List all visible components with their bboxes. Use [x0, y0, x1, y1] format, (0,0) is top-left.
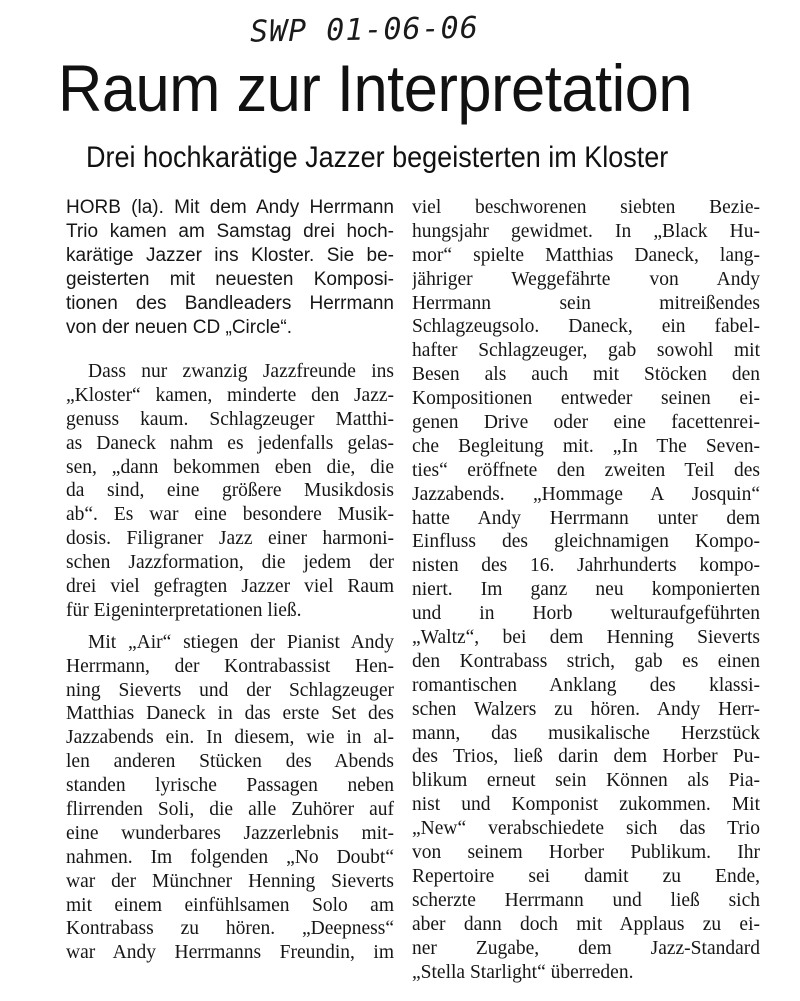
text-line: ties“ eröffnete den zweiten Teil des	[412, 459, 760, 481]
text-line: war der Münchner Henning Sieverts	[66, 870, 394, 892]
text-line: aber dann doch mit Applaus zu ei-	[412, 913, 760, 935]
body-paragraph-2	[66, 631, 394, 965]
text-line: geisterten mit neuesten Komposi-	[66, 269, 394, 290]
text-line: sen, „dann bekommen eben die, die	[66, 456, 394, 478]
text-line: Repertoire sei damit zu Ende,	[412, 865, 760, 887]
text-line: Kontrabass zu hören. „Deepness“	[66, 918, 394, 940]
text-line: drei viel gefragten Jazzer viel Raum	[66, 576, 394, 598]
text-line: che Begleitung mit. „In The Seven-	[412, 435, 760, 457]
text-line: schen Jazzformation, die jedem der	[66, 552, 394, 574]
text-line: den Kontrabass strich, gab es einen	[412, 650, 760, 672]
text-line: romantischen Anklang des klassi-	[412, 674, 760, 696]
text-line: scherzte Herrmann und ließ sich	[412, 889, 760, 911]
text-line: war Andy Herrmanns Freundin, im	[66, 942, 394, 964]
handwritten-date-annotation: SWP 01-06-06	[249, 10, 480, 50]
text-line: Einfluss des gleichnamigen Kompo-	[412, 531, 760, 553]
text-line: und in Horb welturaufgeführten	[412, 603, 760, 625]
text-line: mit einem einfühlsamen Solo am	[66, 894, 394, 916]
text-line: Kompositionen entweder seinen ei-	[412, 388, 760, 410]
text-line: des Trios, ließ darin dem Horber Pu-	[412, 746, 760, 768]
text-line: dosis. Filigraner Jazz einer harmoni-	[66, 528, 394, 550]
text-line: „Stella Starlight“ überreden.	[412, 961, 634, 983]
text-line: nisten des 16. Jahrhunderts kompo-	[412, 555, 760, 577]
text-line: flirrenden Soli, die alle Zuhörer auf	[66, 799, 394, 821]
text-line: „New“ verabschiedete sich das Trio	[412, 818, 760, 840]
text-line: von der neuen CD „Circle“.	[66, 317, 292, 338]
text-line: „Kloster“ kamen, minderte den Jazz-	[66, 384, 394, 406]
text-line: Schlagzeugsolo. Daneck, ein fabel-	[412, 316, 760, 338]
text-line: hungsjahr gewidmet. In „Black Hu-	[412, 220, 760, 242]
text-line: Dass nur zwanzig Jazzfreunde ins	[88, 361, 394, 382]
article-column-left	[66, 196, 394, 965]
lead-paragraph	[66, 196, 394, 340]
text-line: Herrmann sein mitreißendes	[412, 292, 760, 314]
text-line: nist und Komponist zukommen. Mit	[412, 794, 760, 816]
text-line: jähriger Weggefährte von Andy	[412, 268, 760, 290]
text-line: eine wunderbares Jazzerlebnis mit-	[66, 822, 394, 844]
text-line: Herrmann, der Kontrabassist Hen-	[66, 655, 394, 677]
text-line: ning Sieverts und der Schlagzeuger	[66, 679, 394, 701]
text-line: genen Drive oder eine facettenrei-	[412, 412, 760, 434]
text-line: Jazzabends. „Hommage A Josquin“	[412, 483, 760, 505]
text-line: nahmen. Im folgenden „No Doubt“	[66, 846, 394, 868]
text-line: standen lyrische Passagen neben	[66, 775, 394, 797]
text-line: Mit „Air“ stiegen der Pianist Andy	[88, 631, 394, 653]
text-line: as Daneck nahm es jedenfalls gelas-	[66, 432, 394, 454]
text-line: Matthias Daneck in das erste Set des	[66, 703, 394, 725]
text-line: HORB (la). Mit dem Andy Herrmann	[66, 197, 394, 218]
text-line: für Eigeninterpretationen ließ.	[66, 599, 302, 621]
text-line: viel beschworenen siebten Bezie-	[412, 197, 760, 218]
text-line: von seinem Horber Publikum. Ihr	[412, 842, 760, 864]
subheadline: Drei hochkarätige Jazzer begeisterten im Kloster	[86, 141, 669, 174]
text-line: len anderen Stücken des Abends	[66, 751, 394, 773]
text-line: da sind, eine größere Musikdosis	[66, 480, 394, 502]
text-line: hatte Andy Herrmann unter dem	[412, 507, 760, 529]
text-line: blikum erneut sein Können als Pia-	[412, 770, 760, 792]
text-line: schen Walzers zu hören. Andy Herr-	[412, 698, 760, 720]
headline: Raum zur Interpretation	[58, 51, 693, 125]
text-line: Trio kamen am Samstag drei hoch-	[66, 221, 394, 242]
text-line: mann, das musikalische Herzstück	[412, 722, 760, 744]
text-line: mor“ spielte Matthias Daneck, lang-	[412, 244, 760, 266]
text-line: karätige Jazzer ins Kloster. Sie be-	[66, 245, 394, 266]
article-column-right	[412, 196, 760, 984]
text-line: „Waltz“, bei dem Henning Sieverts	[412, 627, 760, 649]
body-paragraph-1	[66, 360, 394, 623]
text-line: ner Zugabe, dem Jazz-Standard	[412, 937, 760, 959]
text-line: Besen als auch mit Stöcken den	[412, 364, 760, 386]
text-line: Jazzabends ein. In diesem, wie in al-	[66, 727, 394, 749]
text-line: tionen des Bandleaders Herrmann	[66, 293, 394, 314]
text-line: hafter Schlagzeuger, gab sowohl mit	[412, 340, 760, 362]
text-line: ab“. Es war eine besondere Musik-	[66, 504, 394, 526]
text-line: genuss kaum. Schlagzeuger Matthi-	[66, 408, 394, 430]
text-line: niert. Im ganz neu komponierten	[412, 579, 760, 601]
